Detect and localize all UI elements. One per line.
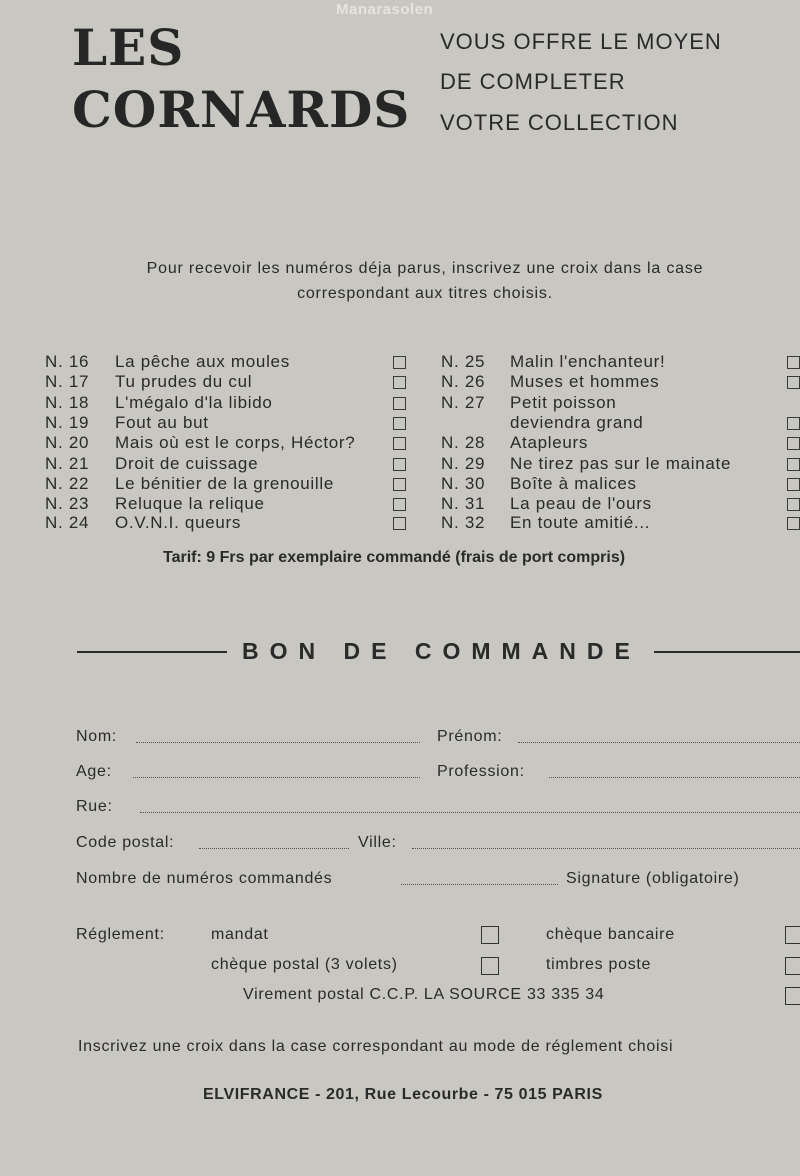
title-row: [45, 393, 415, 413]
age-field[interactable]: [133, 776, 420, 778]
title-row: [441, 474, 799, 494]
issue-checkbox[interactable]: [393, 397, 406, 410]
title-row: [45, 513, 415, 533]
title-row: [441, 494, 799, 514]
nom-label: Nom:: [76, 728, 118, 745]
issue-number: N. 25: [441, 352, 486, 371]
issue-number: N. 24: [45, 513, 90, 532]
virement-checkbox[interactable]: [785, 987, 800, 1005]
issue-checkbox[interactable]: [787, 376, 800, 389]
issue-number: N. 23: [45, 494, 90, 513]
title-row: [441, 393, 799, 413]
issue-number: N. 19: [45, 413, 90, 432]
issue-title: Muses et hommes: [510, 372, 660, 391]
nombre-label: Nombre de numéros commandés: [76, 870, 333, 887]
issue-number: N. 22: [45, 474, 90, 493]
issue-number: N. 28: [441, 433, 486, 452]
title-row: [45, 474, 415, 494]
ville-label: Ville:: [358, 834, 397, 851]
issue-number: N. 30: [441, 474, 486, 493]
title-row: [45, 433, 415, 453]
issue-number: N. 17: [45, 372, 90, 391]
mandat-checkbox[interactable]: [481, 926, 499, 944]
issue-number: N. 27: [441, 393, 486, 412]
tagline-2: DE COMPLETER: [440, 69, 626, 94]
issue-checkbox[interactable]: [393, 517, 406, 530]
cheque-bancaire-checkbox[interactable]: [785, 926, 800, 944]
issue-title: Mais où est le corps, Héctor?: [115, 433, 356, 452]
issue-checkbox[interactable]: [787, 417, 800, 430]
intro-line-1: Pour recevoir les numéros déja parus, inscrivez une croix dans la case: [146, 260, 704, 277]
mandat-label: mandat: [211, 926, 269, 943]
signature-label: Signature (obligatoire): [566, 870, 740, 887]
issue-title: O.V.N.I. queurs: [115, 513, 242, 532]
title-row: [45, 494, 415, 514]
issue-checkbox[interactable]: [787, 498, 800, 511]
logo-line-1: LES: [72, 18, 185, 77]
issue-title: La pêche aux moules: [115, 352, 290, 371]
rue-label: Rue:: [76, 798, 113, 815]
issue-checkbox[interactable]: [787, 517, 800, 530]
issue-checkbox[interactable]: [393, 356, 406, 369]
issue-number: N. 20: [45, 433, 90, 452]
title-row: [441, 513, 799, 533]
issue-checkbox[interactable]: [787, 478, 800, 491]
title-row: [441, 372, 799, 392]
prenom-field[interactable]: [518, 741, 800, 743]
cheque-postal-checkbox[interactable]: [481, 957, 499, 975]
issue-number: N. 32: [441, 513, 486, 532]
issue-number: N. 21: [45, 454, 90, 473]
issue-checkbox[interactable]: [393, 458, 406, 471]
virement-label: Virement postal C.C.P. LA SOURCE 33 335 34: [243, 986, 605, 1003]
rue-field[interactable]: [140, 811, 800, 813]
title-row: [45, 352, 415, 372]
title-row: [45, 372, 415, 392]
ville-field[interactable]: [412, 847, 800, 849]
issue-title: L'mégalo d'la libido: [115, 393, 273, 412]
issue-number: N. 31: [441, 494, 486, 513]
issue-checkbox[interactable]: [787, 437, 800, 450]
profession-label: Profession:: [437, 763, 525, 780]
issue-number: N. 18: [45, 393, 90, 412]
tarif-text: Tarif: 9 Frs par exemplaire commandé (frais de port compris): [163, 549, 626, 566]
tagline-3: VOTRE COLLECTION: [440, 110, 679, 135]
issue-title: Reluque la relique: [115, 494, 265, 513]
title-row: [441, 433, 799, 453]
issue-checkbox[interactable]: [787, 458, 800, 471]
code-postal-label: Code postal:: [76, 834, 175, 851]
nombre-field[interactable]: [401, 883, 558, 885]
logo-line-2: CORNARDS: [72, 80, 411, 139]
cheque-postal-label: chèque postal (3 volets): [211, 956, 398, 973]
payment-instruction: Inscrivez une croix dans la case correspondant au mode de réglement choisi: [78, 1038, 674, 1055]
title-row: [441, 352, 799, 372]
timbres-label: timbres poste: [546, 956, 652, 973]
intro-line-2: correspondant aux titres choisis.: [297, 285, 553, 302]
issue-checkbox[interactable]: [393, 478, 406, 491]
issue-title: deviendra grand: [510, 413, 644, 432]
issue-title: La peau de l'ours: [510, 494, 652, 513]
nom-field[interactable]: [136, 741, 420, 743]
age-label: Age:: [76, 763, 112, 780]
issue-title: Malin l'enchanteur!: [510, 352, 666, 371]
title-row: [45, 454, 415, 474]
prenom-label: Prénom:: [437, 728, 503, 745]
issue-title: Fout au but: [115, 413, 209, 432]
watermark-text: Manarasolen: [336, 1, 434, 18]
issue-title: Ne tirez pas sur le mainate: [510, 454, 732, 473]
issue-checkbox[interactable]: [393, 417, 406, 430]
title-row: [441, 413, 799, 433]
issue-title: Petit poisson: [510, 393, 617, 412]
tagline-1: VOUS OFFRE LE MOYEN: [440, 29, 722, 54]
issue-checkbox[interactable]: [393, 376, 406, 389]
issue-title: Boîte à malices: [510, 474, 637, 493]
heading-rule-left: [77, 651, 227, 653]
reglement-label: Réglement:: [76, 926, 165, 943]
issue-number: N. 26: [441, 372, 486, 391]
issue-number: N. 16: [45, 352, 90, 371]
issue-checkbox[interactable]: [787, 356, 800, 369]
publisher-address: ELVIFRANCE - 201, Rue Lecourbe - 75 015 PARIS: [203, 1086, 603, 1103]
issue-title: En toute amitié...: [510, 513, 651, 532]
order-form-heading: BON DE COMMANDE: [242, 638, 641, 664]
issue-checkbox[interactable]: [393, 498, 406, 511]
profession-field[interactable]: [549, 776, 800, 778]
title-row: [45, 413, 415, 433]
issue-title: Le bénitier de la grenouille: [115, 474, 335, 493]
title-row: [441, 454, 799, 474]
cheque-bancaire-label: chèque bancaire: [546, 926, 675, 943]
timbres-checkbox[interactable]: [785, 957, 800, 975]
issue-checkbox[interactable]: [393, 437, 406, 450]
heading-rule-right: [654, 651, 800, 653]
issue-title: Droit de cuissage: [115, 454, 259, 473]
issue-title: Atapleurs: [510, 433, 589, 452]
issue-title: Tu prudes du cul: [115, 372, 253, 391]
code-postal-field[interactable]: [199, 847, 349, 849]
issue-number: N. 29: [441, 454, 486, 473]
